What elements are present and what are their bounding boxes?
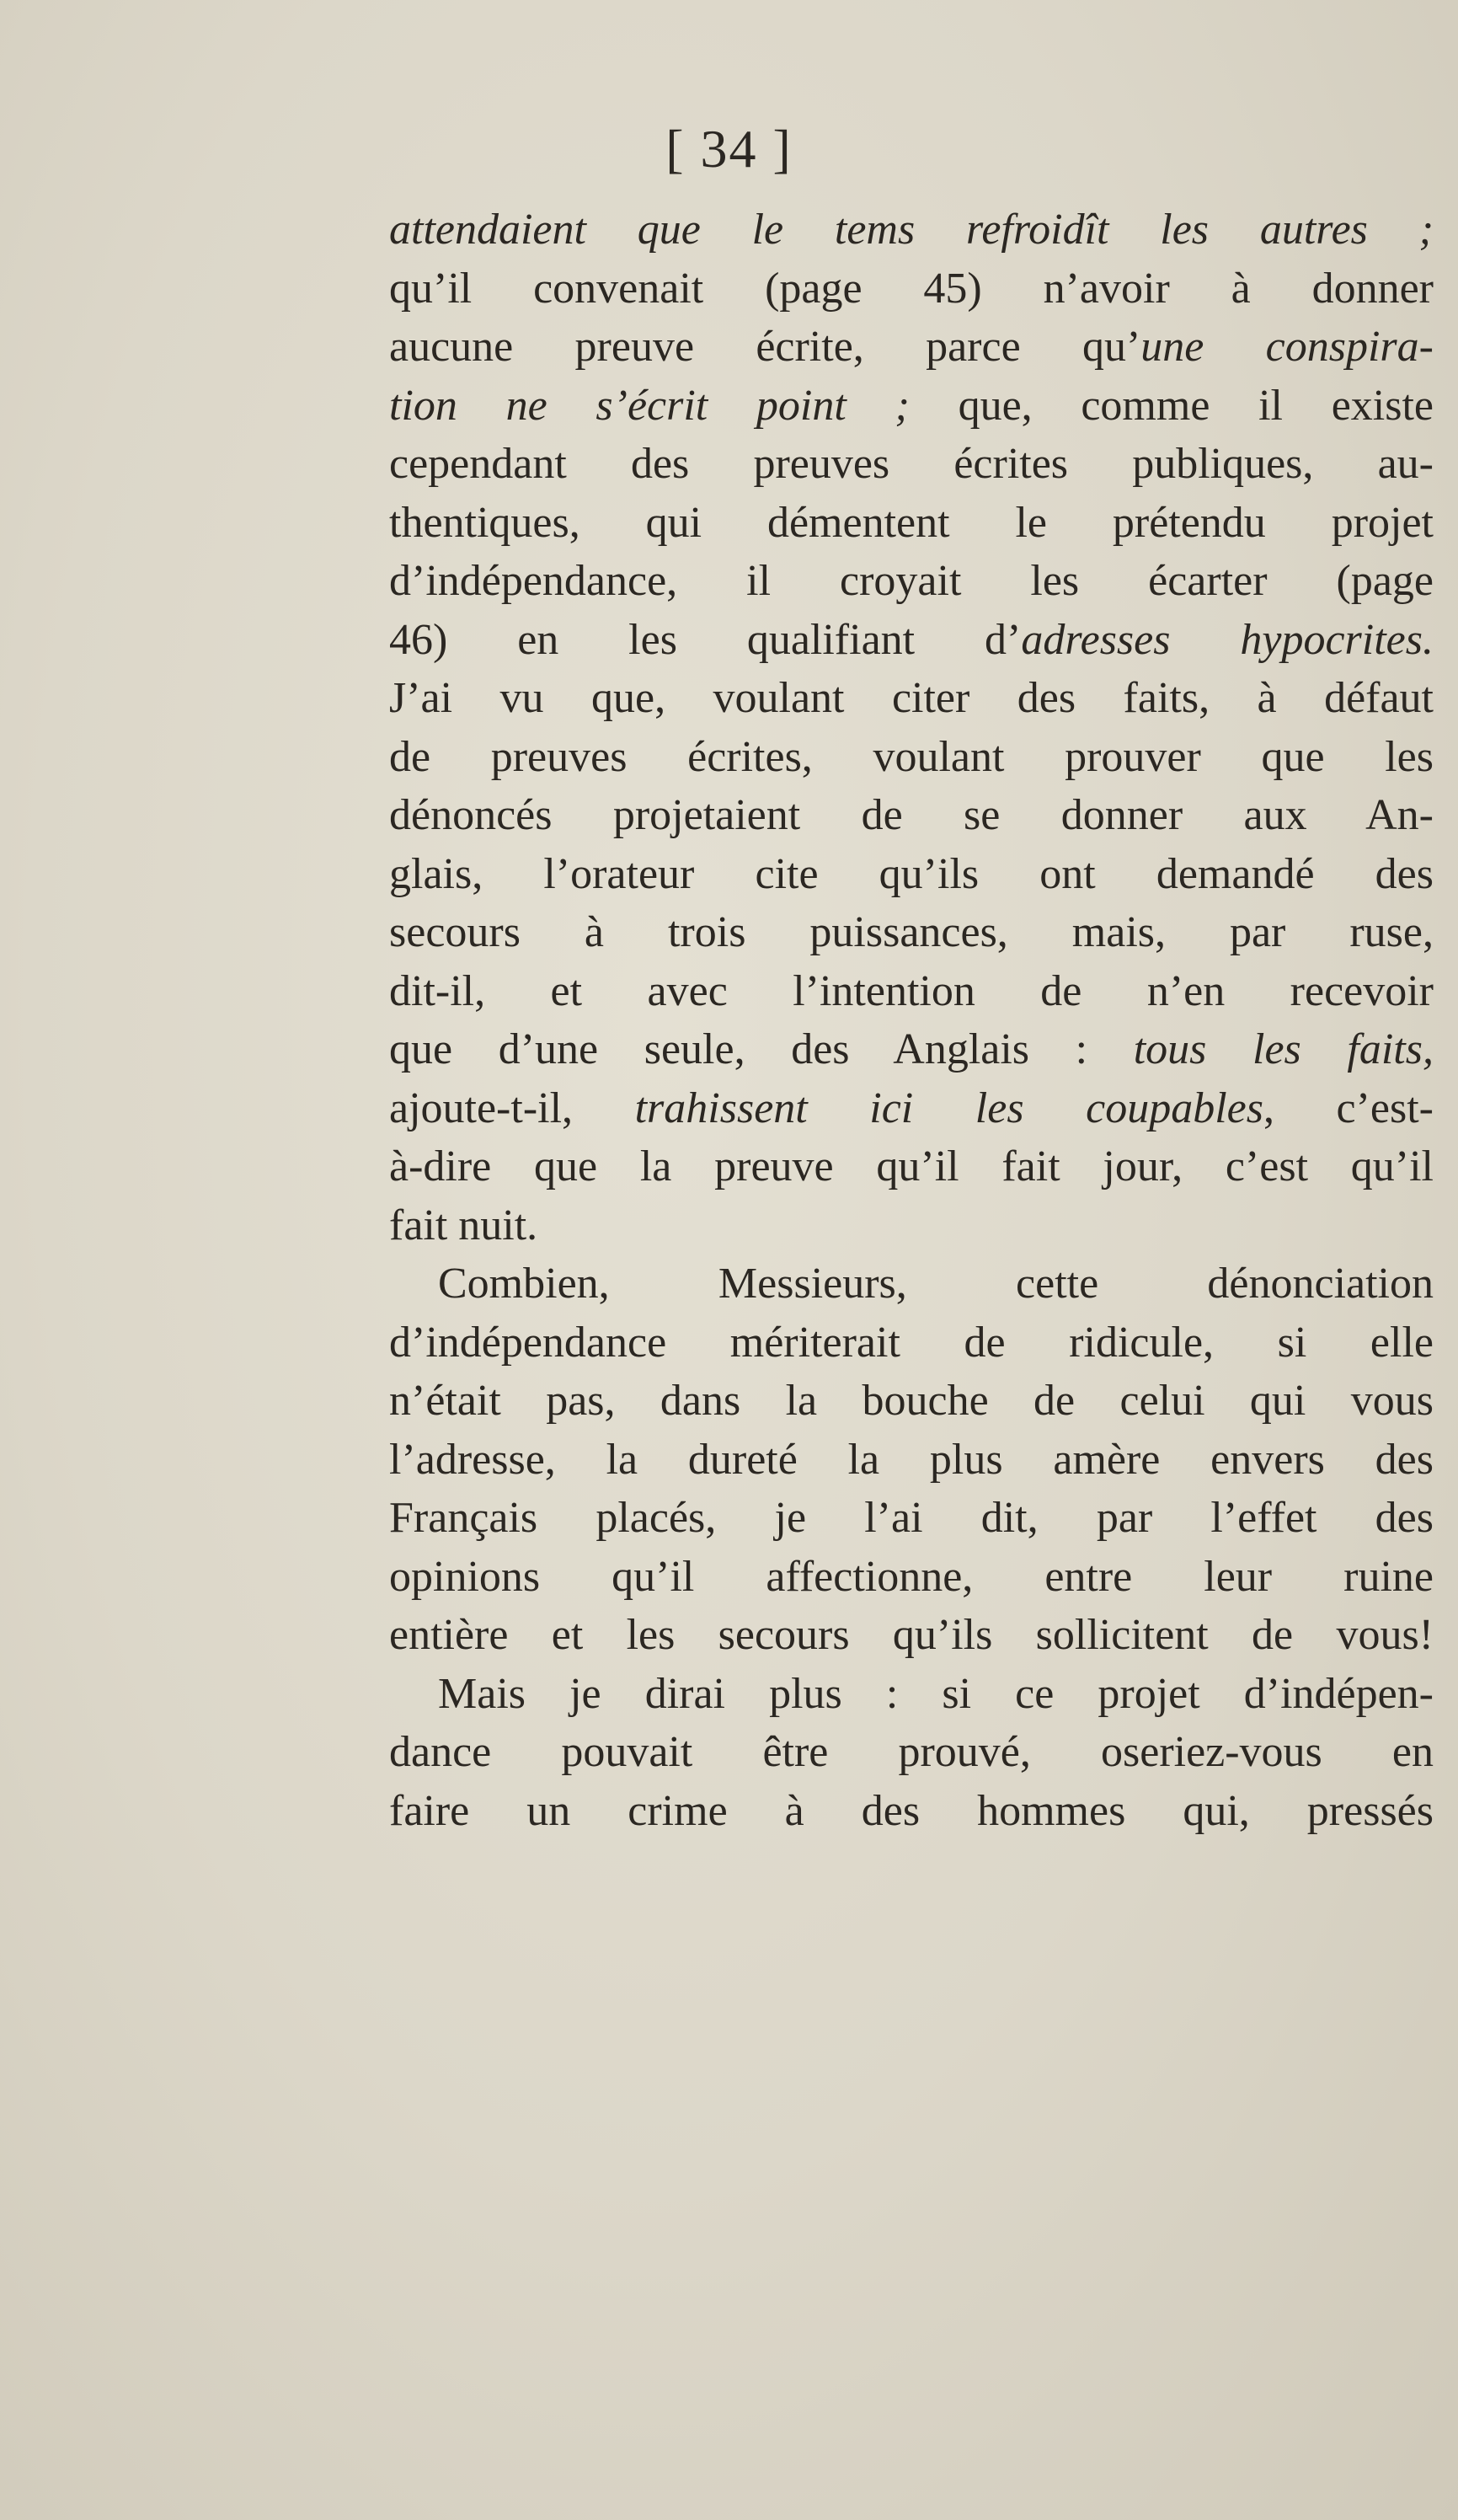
text-segment: d’indépendance, il croyait les écarter (page [389, 557, 1434, 605]
text-line [389, 377, 1434, 436]
text-line [389, 1431, 1434, 1490]
text-segment: fait nuit. [389, 1201, 538, 1249]
text-line [389, 201, 1434, 259]
text-line [389, 1782, 1434, 1841]
text-line [389, 1196, 1434, 1255]
text-segment: dit-il, et avec l’intention de n’en recevoir [389, 966, 1434, 1015]
text-segment: d’indépendance mériterait de ridicule, si elle [389, 1318, 1434, 1367]
text-line [389, 611, 1434, 670]
italic-text: tion ne s’écrit point ; [389, 381, 910, 430]
text-line [389, 1079, 1434, 1138]
text-line [389, 552, 1434, 611]
text-segment: de preuves écrites, voulant prouver que les [389, 732, 1434, 781]
text-line [389, 259, 1434, 318]
text-segment: Mais je dirai plus : si ce projet d’indépen- [438, 1669, 1434, 1718]
text-segment: cependant des preuves écrites publiques, au- [389, 440, 1434, 488]
text-line [389, 1489, 1434, 1548]
text-segment: à-dire que la preuve qu’il fait jour, c’est qu’il [389, 1142, 1434, 1190]
italic-text: trahissent ici les coupables [634, 1083, 1263, 1132]
text-segment: glais, l’orateur cite qu’ils ont demandé des [389, 849, 1434, 898]
text-segment: qu’il convenait (page 45) n’avoir à donner [389, 264, 1434, 313]
text-line [389, 1548, 1434, 1607]
text-line [389, 1255, 1434, 1314]
text-segment: J’ai vu que, voulant citer des faits, à défaut [389, 674, 1434, 722]
text-line [389, 1606, 1434, 1665]
text-line [389, 1665, 1434, 1724]
text-segment: opinions qu’il affectionne, entre leur ruine [389, 1552, 1434, 1601]
text-line [389, 1372, 1434, 1431]
text-segment: ajoute-t-il, [389, 1083, 635, 1132]
text-line [389, 1137, 1434, 1196]
text-segment: Français placés, je l’ai dit, par l’effet des [389, 1494, 1434, 1542]
text-line [389, 962, 1434, 1021]
text-segment: 46) en les qualifiant d’ [389, 615, 1022, 664]
text-segment: Combien, Messieurs, cette dénonciation [438, 1260, 1434, 1308]
italic-text: attendaient que le tems refroidît les autres ; [389, 206, 1434, 254]
text-line [389, 1314, 1434, 1372]
text-line [389, 1020, 1434, 1079]
text-segment: que d’une seule, des Anglais : [389, 1025, 1134, 1073]
text-segment: thentiques, qui démentent le prétendu projet [389, 498, 1434, 547]
text-segment: secours à trois puissances, mais, par ruse, [389, 908, 1434, 956]
italic-text: adresses hypocrites. [1021, 615, 1434, 664]
text-line [389, 903, 1434, 962]
text-segment: l’adresse, la dureté la plus amère envers des [389, 1435, 1434, 1484]
text-line [389, 435, 1434, 494]
text-segment: dance pouvait être prouvé, oseriez-vous en [389, 1728, 1434, 1776]
text-segment: aucune preuve écrite, parce qu’ [389, 323, 1141, 371]
text-line [389, 728, 1434, 787]
italic-text: tous les faits, [1133, 1025, 1434, 1073]
page-number: [ 34 ] [665, 119, 793, 179]
text-segment: entière et les secours qu’ils sollicitent de vous! [389, 1611, 1434, 1659]
text-segment: que, comme il existe [909, 381, 1434, 430]
italic-text: une conspira- [1140, 323, 1434, 371]
text-line [389, 1723, 1434, 1782]
text-line [389, 786, 1434, 845]
text-line [389, 494, 1434, 553]
text-segment: n’était pas, dans la bouche de celui qui vous [389, 1377, 1434, 1425]
text-line [389, 318, 1434, 377]
text-line [389, 845, 1434, 904]
text-segment: faire un crime à des hommes qui, pressés [389, 1786, 1434, 1835]
text-segment: dénoncés projetaient de se donner aux An- [389, 791, 1434, 839]
page-text [389, 201, 1434, 1840]
text-line [389, 669, 1434, 728]
text-segment: , c’est- [1263, 1083, 1434, 1132]
